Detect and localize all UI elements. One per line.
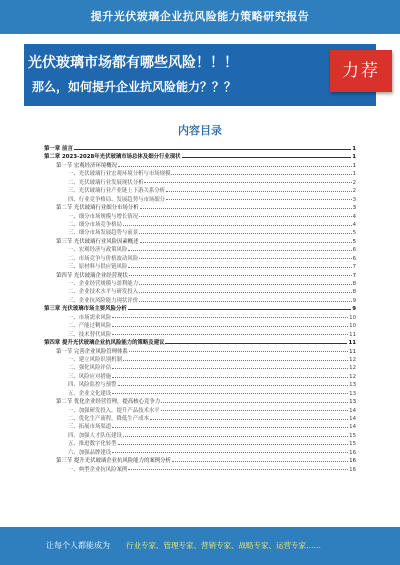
toc-entry[interactable] xyxy=(44,432,356,440)
toc-entry-page: 11 xyxy=(349,348,356,355)
banner-headline: 光伏玻璃市场都有哪些风险！！！ xyxy=(28,55,238,71)
toc-entry-page: 15 xyxy=(349,441,356,448)
toc-leader-dots xyxy=(128,250,351,251)
toc-leader-dots xyxy=(112,377,348,378)
toc-entry-label: 三、技术替代风险 xyxy=(68,331,112,338)
toc-entry-page: 16 xyxy=(349,449,356,456)
toc-leader-dots xyxy=(118,166,352,167)
toc-entry-page: 14 xyxy=(349,416,356,422)
toc-entry-label: 一、加强研发投入，提升产品技术水平 xyxy=(68,407,160,414)
toc-entry-page: 10 xyxy=(349,314,356,321)
toc-entry-page: 2 xyxy=(352,179,356,186)
toc-entry-label: 一、典型企业抗风险案例 xyxy=(68,466,128,473)
toc-entry-page: 12 xyxy=(349,373,356,380)
toc-entry-label: 第一节 宏观经济环境概况 xyxy=(56,162,118,169)
toc-leader-dots xyxy=(139,233,351,234)
toc-leader-dots xyxy=(144,182,351,183)
toc-entry[interactable] xyxy=(44,348,356,356)
toc-entry-label: 第一节 完善企业风险管理体系 xyxy=(56,348,128,355)
toc-entry-page: 5 xyxy=(352,230,356,237)
toc-leader-dots xyxy=(112,368,348,369)
toc-entry-page: 9 xyxy=(352,297,356,304)
toc-leader-dots xyxy=(139,301,351,302)
toc-leader-dots xyxy=(118,444,349,445)
toc-leader-dots xyxy=(166,199,352,200)
toc-entry-label: 一、光伏玻璃行业宏观环境分析与市场规模 xyxy=(68,171,171,178)
toc-entry-page: 3 xyxy=(352,205,356,212)
footer-roles: 行业专家、管理专家、营销专家、战略专家、运营专家…… xyxy=(126,541,321,550)
report-title: 提升光伏玻璃企业抗风险能力策略研究报告 xyxy=(90,10,310,23)
toc-leader-dots xyxy=(150,419,348,420)
toc-entry[interactable] xyxy=(44,170,356,178)
toc-entry[interactable] xyxy=(44,238,356,246)
toc-entry-label: 第三节 光伏玻璃行业风险因素概述 xyxy=(56,238,139,245)
toc-entry-page: 11 xyxy=(348,340,356,347)
toc-leader-dots xyxy=(165,343,347,344)
toc-entry[interactable] xyxy=(44,390,356,398)
toc-entry-page: 5 xyxy=(352,238,356,245)
toc-entry-page: 2 xyxy=(352,188,356,195)
toc-entry-page: 12 xyxy=(349,365,356,372)
toc-entry-page: 1 xyxy=(352,171,356,178)
table-of-contents xyxy=(44,145,356,474)
toc-leader-dots xyxy=(123,360,348,361)
toc-entry-page: 14 xyxy=(349,407,356,414)
toc-entry-label: 二、优化生产流程，降低生产成本 xyxy=(68,416,149,422)
toc-entry-page: 9 xyxy=(352,306,356,313)
toc-entry-label: 四、行业竞争格局、发展趋势与市场细分 xyxy=(68,196,166,203)
toc-leader-dots xyxy=(112,427,348,428)
toc-leader-dots xyxy=(128,309,351,310)
toc-entry-label: 三、光伏玻璃行业产业链上下游关系分析 xyxy=(68,188,166,195)
toc-entry-label: 第一章 前言 xyxy=(44,146,73,152)
toc-entry[interactable] xyxy=(44,179,356,187)
toc-entry-label: 二、企业技术水平与研发投入 xyxy=(68,289,139,296)
toc-entry[interactable] xyxy=(44,398,356,406)
toc-entry-page: 1 xyxy=(352,154,356,161)
toc-entry-label: 二、市场竞争与价格波动风险 xyxy=(68,255,139,262)
toc-entry-label: 一、宏观经济与政策风险 xyxy=(68,247,128,254)
toc-entry[interactable] xyxy=(44,145,356,153)
toc-entry-label: 五、企业文化建设 xyxy=(68,390,112,397)
toc-entry-label: 第三节 提升光伏玻璃企业抗风险能力的案例分析 xyxy=(56,458,171,465)
toc-entry[interactable] xyxy=(44,297,356,305)
toc-entry-page: 1 xyxy=(352,162,356,169)
toc-entry[interactable] xyxy=(44,339,356,347)
toc-entry[interactable] xyxy=(44,407,356,415)
toc-entry[interactable] xyxy=(44,246,356,254)
toc-entry[interactable] xyxy=(44,153,356,161)
toc-entry-label: 五、推进数字化转型 xyxy=(68,441,117,448)
toc-entry[interactable] xyxy=(44,305,356,313)
toc-entry-page: 11 xyxy=(349,331,356,338)
recommend-badge: 力荐 xyxy=(330,50,392,92)
toc-entry[interactable] xyxy=(44,466,356,474)
toc-leader-dots xyxy=(123,436,348,437)
toc-entry-page: 13 xyxy=(349,390,356,397)
toc-entry-label: 一、企业经营规模与盈利能力 xyxy=(68,281,139,287)
toc-entry-page: 6 xyxy=(352,255,356,262)
toc-entry-label: 二、光伏玻璃行业发展现状分析 xyxy=(68,179,144,186)
toc-entry[interactable] xyxy=(44,280,356,288)
toc-entry-label: 第三章 光伏玻璃市场主要风险分析 xyxy=(44,306,127,313)
toc-leader-dots xyxy=(112,317,348,318)
toc-entry-page: 13 xyxy=(349,399,356,406)
toc-entry-page: 3 xyxy=(352,196,356,203)
toc-title: 内容目录 xyxy=(178,124,222,137)
toc-leader-dots xyxy=(129,351,348,352)
toc-entry-label: 三、风险应对措施 xyxy=(68,373,112,380)
toc-entry-page: 14 xyxy=(349,424,356,431)
toc-leader-dots xyxy=(118,385,349,386)
toc-entry[interactable] xyxy=(44,457,356,465)
toc-entry[interactable] xyxy=(44,229,356,237)
toc-leader-dots xyxy=(140,242,352,243)
toc-entry-label: 四、风险监控与预警 xyxy=(68,382,117,389)
footer-slogan: 让每个人都能成为 xyxy=(46,541,110,550)
toc-entry-label: 一、市场需求风险 xyxy=(68,314,112,321)
toc-entry[interactable] xyxy=(44,381,356,389)
toc-entry-label: 三、拓展市场渠道 xyxy=(68,424,112,431)
toc-entry-label: 三、原材料与供应链风险 xyxy=(68,264,128,271)
toc-entry[interactable] xyxy=(44,162,356,170)
toc-entry[interactable] xyxy=(44,204,356,212)
toc-entry-label: 一、建立风险识别机制 xyxy=(68,356,122,363)
toc-entry[interactable] xyxy=(44,440,356,448)
toc-entry-label: 二、细分市场竞争格局 xyxy=(68,221,122,228)
toc-leader-dots xyxy=(123,225,352,226)
toc-entry[interactable] xyxy=(44,322,356,330)
toc-entry-label: 第二节 优化企业经营管理，提高核心竞争力 xyxy=(56,399,161,406)
toc-entry[interactable] xyxy=(44,331,356,339)
toc-entry[interactable] xyxy=(44,221,356,229)
toc-leader-dots xyxy=(139,216,351,217)
toc-entry-page: 1 xyxy=(352,146,356,152)
toc-entry[interactable] xyxy=(44,449,356,457)
toc-entry-label: 第二节 光伏玻璃行业细分市场分析 xyxy=(56,205,139,212)
toc-entry-label: 三、细分市场发展趋势与前景 xyxy=(68,230,139,237)
toc-leader-dots xyxy=(140,208,352,209)
toc-entry-page: 12 xyxy=(349,356,356,363)
toc-leader-dots xyxy=(112,334,348,335)
toc-entry[interactable] xyxy=(44,314,356,322)
toc-entry-page: 13 xyxy=(349,382,356,389)
toc-leader-dots xyxy=(139,292,351,293)
toc-leader-dots xyxy=(112,326,348,327)
toc-entry-page: 8 xyxy=(352,289,356,296)
toc-leader-dots xyxy=(161,402,348,403)
toc-leader-dots xyxy=(139,284,351,285)
toc-leader-dots xyxy=(112,393,348,394)
toc-leader-dots xyxy=(112,452,348,453)
toc-entry-page: 7 xyxy=(352,272,356,279)
toc-entry-page: 7 xyxy=(352,264,356,271)
toc-entry-label: 三、企业抗风险能力现状评价 xyxy=(68,297,139,304)
toc-entry-label: 四、加强人才队伍建设 xyxy=(68,432,122,439)
toc-leader-dots xyxy=(161,410,348,411)
toc-leader-dots xyxy=(128,267,351,268)
toc-entry[interactable] xyxy=(44,213,356,221)
toc-entry-label: 第四节 光伏玻璃企业经营现状 xyxy=(56,272,128,279)
toc-leader-dots xyxy=(171,174,351,175)
toc-leader-dots xyxy=(129,275,352,276)
toc-entry[interactable] xyxy=(44,288,356,296)
banner-subheadline: 那么，如何提升企业抗风险能力？？？ xyxy=(32,80,237,94)
toc-entry[interactable] xyxy=(44,415,356,423)
toc-entry-label: 第二章 2023-2028年光伏玻璃市场总体及细分行业现状 xyxy=(44,154,181,161)
toc-entry[interactable] xyxy=(44,187,356,195)
toc-leader-dots xyxy=(139,258,351,259)
toc-entry[interactable] xyxy=(44,272,356,280)
toc-entry-page: 4 xyxy=(352,213,356,220)
toc-leader-dots xyxy=(182,157,352,158)
toc-leader-dots xyxy=(74,149,351,150)
toc-entry-label: 第四章 提升光伏玻璃企业抗风险能力的策略及建议 xyxy=(44,340,165,347)
toc-entry[interactable] xyxy=(44,263,356,271)
toc-entry-page: 8 xyxy=(352,281,356,287)
toc-entry[interactable] xyxy=(44,356,356,364)
toc-entry-page: 16 xyxy=(349,458,356,465)
toc-entry[interactable] xyxy=(44,423,356,431)
toc-entry-page: 6 xyxy=(352,247,356,254)
toc-entry-page: 16 xyxy=(349,466,356,473)
toc-entry-page: 10 xyxy=(349,323,356,330)
toc-leader-dots xyxy=(166,191,352,192)
toc-entry-page: 15 xyxy=(349,432,356,439)
toc-entry-label: 二、产能过剩风险 xyxy=(68,323,112,330)
toc-leader-dots xyxy=(172,461,348,462)
toc-entry[interactable] xyxy=(44,255,356,263)
toc-entry[interactable] xyxy=(44,196,356,204)
header-bar xyxy=(0,0,400,34)
toc-leader-dots xyxy=(128,469,348,470)
toc-entry-page: 4 xyxy=(352,221,356,228)
toc-entry[interactable] xyxy=(44,373,356,381)
toc-entry-label: 一、细分市场规模与增长情况 xyxy=(68,213,139,220)
toc-entry[interactable] xyxy=(44,364,356,372)
toc-entry-label: 六、加强品牌建设 xyxy=(68,449,112,456)
toc-entry-label: 二、强化风险评估 xyxy=(68,365,112,372)
